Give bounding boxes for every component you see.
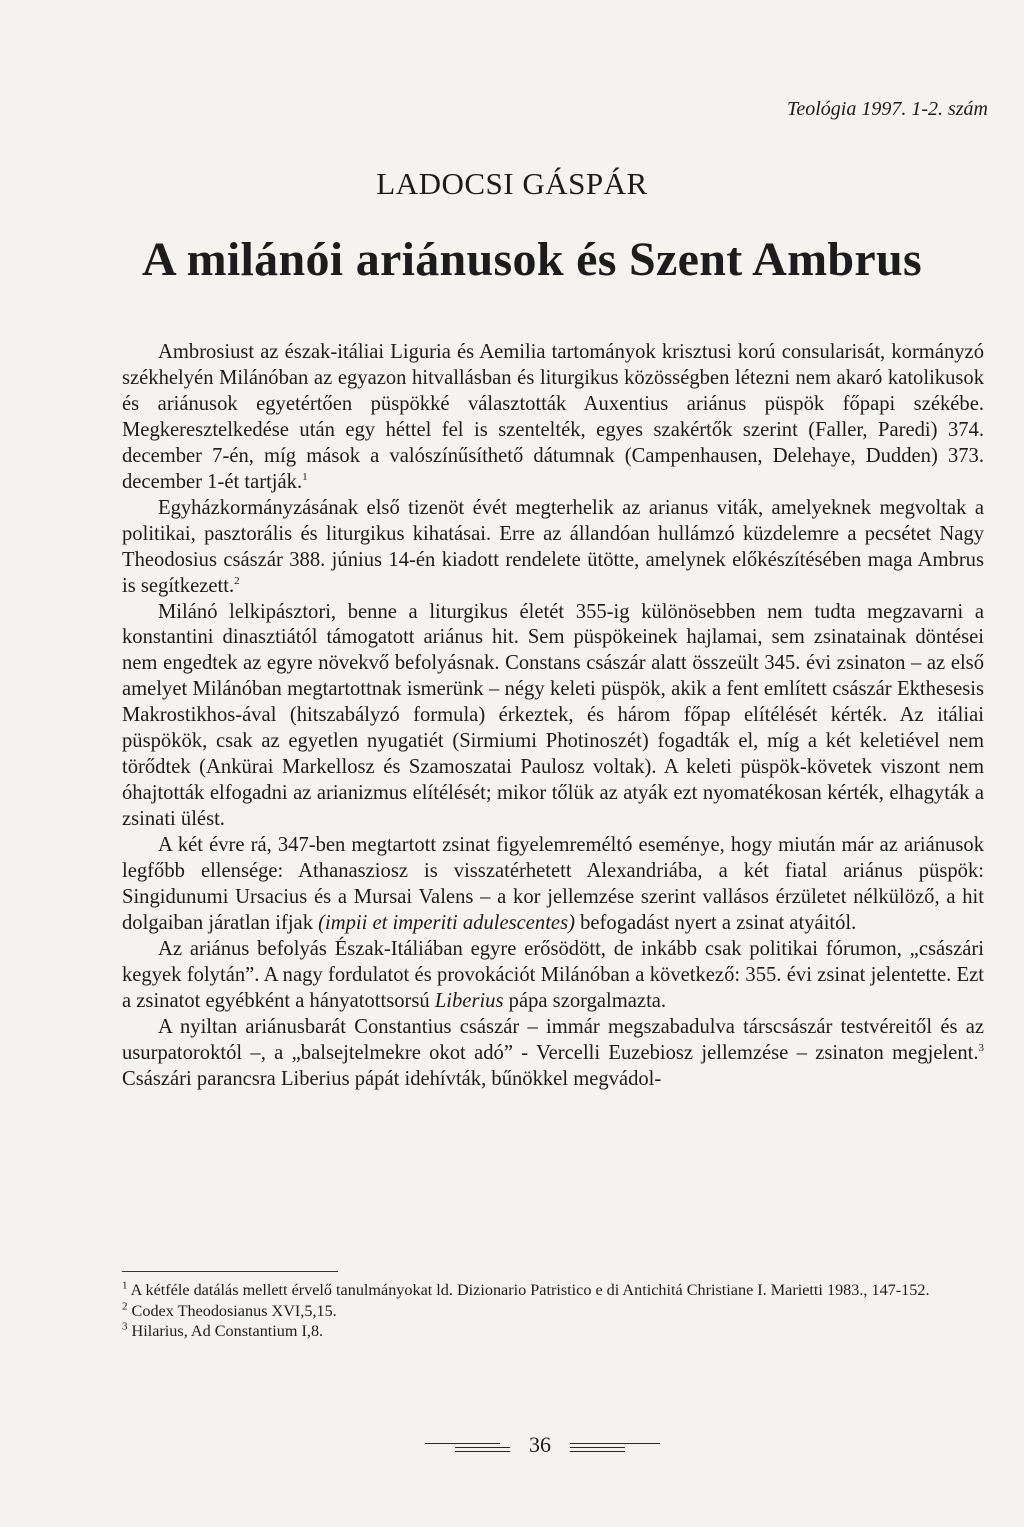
page-number-block [0, 1432, 1024, 1462]
page-number-rule [425, 1443, 500, 1444]
page-number-rule [455, 1451, 510, 1452]
footnote-text: Codex Theodosianus XVI,5,15. [131, 1301, 337, 1320]
footnote-text: A kétféle datálás mellett érvelő tanulmányokat ld. Dizionario Patristico e di Antichitá Christiane I. Marietti 1983., 147-152. [130, 1281, 930, 1299]
footnotes [122, 1280, 984, 1342]
paragraph [122, 1015, 984, 1093]
footnote-mark: 2 [122, 1300, 128, 1313]
paragraph [122, 340, 984, 496]
page-number-rule [570, 1447, 625, 1448]
paragraph-text: pápa szorgalmazta. [508, 989, 667, 1012]
paragraph [122, 496, 984, 600]
journal-header: Teológia 1997. 1-2. szám [787, 98, 988, 120]
page-number-rule [455, 1447, 510, 1448]
paragraph [122, 937, 984, 1015]
author-name: LADOCSI GÁSPÁR [376, 166, 648, 201]
footnote [122, 1280, 984, 1301]
footnote-ref: 3 [978, 1041, 984, 1054]
footnote-ref: 2 [234, 574, 240, 587]
article-body [122, 340, 984, 1093]
paragraph-text: A két évre rá, 347-ben megtartott zsinat figyelemreméltó eseménye, hogy miután már az ariánusok legfőbb ellensége: Athanasziosz is visszatérhetett Alexandriába, a két fiatal ariánus püspök: Singidunumi Ursacius és a Mursai Valens – a kor jellemzése szerint vallásos érzületet nélkülöző, a hit dolgaiban járatlan ifjak [122, 834, 984, 934]
paragraph-text: Császári parancsra Liberius pápát idehívták, bűnökkel megvádol- [122, 1067, 662, 1090]
paragraph-text: Milánó lelkipásztori, benne a liturgikus életét 355-ig különösebben nem tudta megzavarni a konstantini dinasztiától támogatott ariánus hit. Sem püspökeinek hajlamai, sem zsinatainak döntései nem engedtek az egyre növekvő befolyásnak. Constans császár alatt összeült 345. évi zsinaton – az első amelyet Milánóban megtartottnak ismerünk – négy keleti püspök, akik a fent említett császár Ekthesesis Makrostikhos-ával (hitszabályzó formula) érkeztek, és három főpap elítélését kérték. Az itáliai püspökök, csak az egyetlen nyugatiét (Sirmiumi Photinoszét) fogadták el, míg a két keletiével nem törődtek (Ankürai Markellosz és Szamoszatai Paulosz voltak). A keleti püspök-követek viszont nem óhajtották elfogadni az arianizmus elítélését; mikor tőlük az atyák ezt nyomatékosan kérték, elhagyták a zsinati ülést. [122, 600, 984, 831]
paragraph-text: A nyiltan ariánusbarát Constantius császár – immár megszabadulva társcsászár testvéreitől és az usurpatoroktól –, a „balsejtelmekre okot adó” - Vercelli Euzebiosz jellemzése – zsinaton megjelent. [122, 1015, 984, 1064]
footnote [122, 1301, 984, 1322]
paragraph-text: Ambrosiust az észak-itáliai Liguria és Aemilia tartományok krisztusi korú consularisát, kormányzó székhelyén Milánóban az egyazon hitvallásban és liturgikus közösségben létezni nem akaró katolikusok és ariánusok egyetértően püspökké választották Auxentius ariánus püspök főpapi székébe. Megkeresztelkedése után egy héttel fel is szentelték, egyes szakértők szerint (Faller, Paredi) 374. december 7-én, míg mások a valószínűsíthető dátumnak (Campenhausen, Delehaye, Dudden) 373. december 1-ét tartják. [122, 341, 984, 493]
paragraph-text: Az ariánus befolyás Észak-Itáliában egyre erősödött, de inkább csak politikai fórumon, „császári kegyek folytán”. A nagy fordulatot és provokációt Milánóban a következő: 355. évi zsinat jelentette. Ezt a zsinatot egyébként a hányatottsorsú [122, 937, 984, 1012]
footnote-mark: 1 [122, 1279, 128, 1292]
page-number-rule [570, 1443, 660, 1444]
paragraph-text: Egyházkormányzásának első tizenöt évét megterhelik az arianus viták, amelyeknek megvoltak a politikai, pasztorális és liturgikus kihatásai. Erre az állandóan hullámzó küzdelemre a pecsétet Nagy Theodosius császár 388. június 14-én kiadott rendelete ütötte, amelynek előkészítésében maga Ambrus is segítkezett. [122, 496, 984, 597]
footnote-ref: 1 [302, 470, 308, 483]
footnote-divider [122, 1271, 338, 1272]
paragraph-text: befogadást nyert a zsinat atyáitól. [580, 911, 857, 934]
latin-quote: (impii et imperiti adulescentes) [318, 911, 575, 934]
page-number-rule [570, 1451, 625, 1452]
paragraph [122, 600, 984, 834]
footnote-mark: 3 [122, 1320, 128, 1333]
article-title: A milánói ariánusok és Szent Ambrus [142, 233, 922, 286]
page-number: 36 [529, 1432, 551, 1457]
paragraph [122, 833, 984, 937]
footnote-text: Hilarius, Ad Constantium I,8. [131, 1322, 324, 1340]
footnote [122, 1321, 984, 1342]
italic-name: Liberius [434, 989, 504, 1012]
